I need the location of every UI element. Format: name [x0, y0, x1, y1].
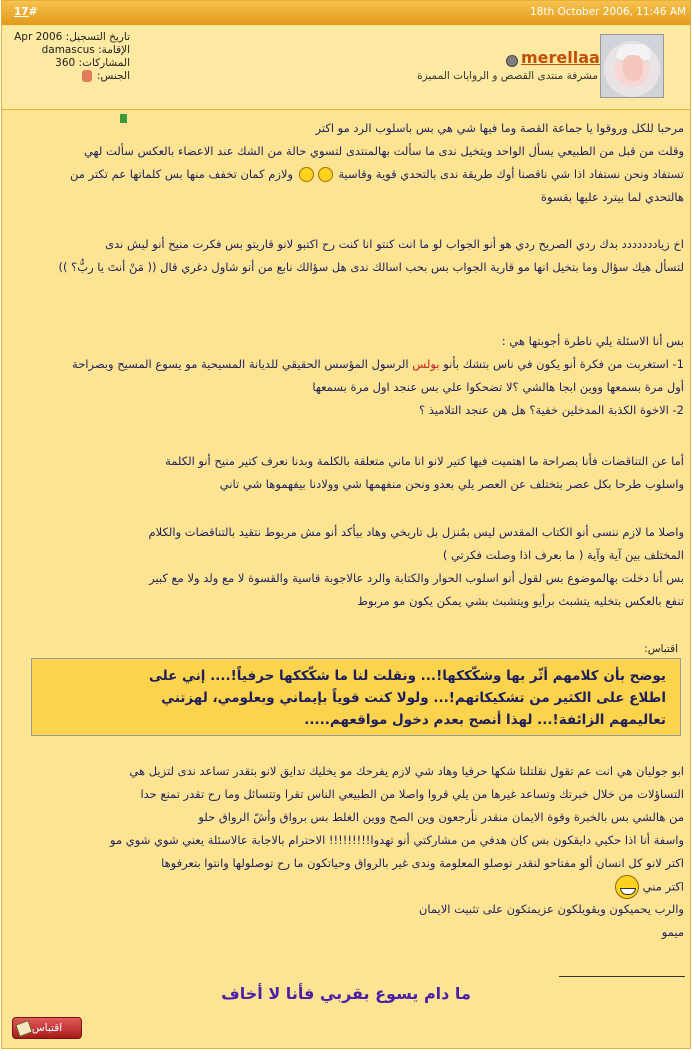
- text-line: أما عن التناقضات فأنا بصراحة ما اهتميت فيها كتير لانو انا ماني متعلقة بالكلمة وبدنا نعرف كتير منيح أنو الكلمة: [165, 454, 684, 468]
- text-fragment: تستفاد ونحن نستفاد اذا شي ناقصنا أوك طريقة ندى بالتحدي قوية وقاسية: [338, 167, 684, 181]
- text-fragment: الرسول المؤسس الحقيقي للديانة المسيحية مو يسوع المسيح وبصراحة: [72, 357, 409, 371]
- username-link[interactable]: merellaa: [521, 48, 600, 67]
- quote-button[interactable]: [12, 1017, 82, 1039]
- text-line: بس أنا دخلت بهالموضوع بس لقول أنو اسلوب الحوار والكتابة والرد عالاجوبة قاسية والقسوة لا مع ولد ولا مع كبير: [149, 571, 684, 585]
- text-line: ابو جوليان هي انت عم تقول نقلتلنا شكها حرفيا وهاد شي لازم يفرحك مو يخليك تدايق لانو بتقدر تساعد ندى لتزيل هي: [129, 764, 684, 778]
- female-gender-icon: [82, 70, 92, 82]
- text-line: واصلا ما لازم ننسى أنو الكتاب المقدس ليس بمُنزل بل تاريخي وهاد بيأكد أنو مش مربوط نتقيد بالتناقضات والكلام: [148, 525, 684, 539]
- paragraph-2: [8, 233, 684, 279]
- quote-line: يوضح بأن كلامهم أثّر بها وشكّككها!... ونقلت لنا ما شكّككها حرفياً!.... إني على: [148, 668, 666, 684]
- text-fragment: اكتر مني: [642, 879, 684, 894]
- post-number-link[interactable]: 17: [14, 6, 29, 18]
- text-line: واسفة أنا اذا حكيي دايقكون بس كان هدفي من مشاركتي أنو تهدوا!!!!!!!!! الاحترام بالاجابة عالاسئلة يعني شوي شوي مو: [110, 833, 684, 847]
- gender-row: [10, 70, 130, 83]
- post-number[interactable]: [14, 6, 37, 18]
- highlight-name: بولس: [412, 357, 440, 371]
- user-title: مشرفة منتدى القصص و الروايات المميزة: [417, 70, 598, 82]
- text-line: اكتر لانو كل انسان ألو مفتاحو لنقدر نوصلو المعلومة وندى غير بالرواق وحياتكون ما رح توصلولها وانتوا بتعرفوها: [161, 856, 684, 870]
- text-line: والرب يحميكون ويقويلكون عزيمتكون على تثبيت الايمان: [418, 902, 684, 916]
- post-count: المشاركات: 360: [55, 57, 130, 69]
- confused-smiley-icon: [318, 167, 333, 182]
- paragraph-1: [8, 117, 684, 209]
- text-line: تنفع بالعكس بتخليه يتشبث برأيو ويتشبث بشي يمكن يكون مو مربوط: [357, 594, 684, 608]
- signature: ما دام يسوع بقربي فأنا لا أخاف: [221, 984, 471, 1003]
- quote-text: [36, 665, 666, 731]
- user-stats: [10, 31, 130, 83]
- user-info-bar: [2, 26, 690, 110]
- text-line: أول مرة بسمعها ووين ابجا هالشي ؟لا تضحكوا علي بس عنجد اول مرة بسمعها: [312, 380, 684, 394]
- text-line: التساؤلات من خلال خبرتك وتساعد غيرها من يلي قروا واصلا من الطبيعي الناس تقرا وتتسائل وما رح تقدر تمنع حدا: [140, 787, 684, 801]
- text-line-with-smileys: [8, 163, 684, 186]
- text-line: لتسأل هيك سؤال وما بتخيل انها مو قارية الجواب بس بحب اسالك ندى هل سؤالك نابع من أنو شاول دغري قال (( مَنْ أنتَ يا ربُّ؟ )): [58, 260, 684, 274]
- paragraph-5: [8, 521, 684, 613]
- paragraph-3: [8, 330, 684, 422]
- text-line: ميمو: [661, 925, 684, 939]
- text-line: المختلف بين آية وآية ( ما بعرف اذا وصلت فكرتي ): [442, 548, 684, 562]
- pen-icon: [15, 1020, 33, 1037]
- text-line: [8, 353, 684, 376]
- signature-divider: [559, 976, 685, 977]
- text-fragment: 1- استغربت من فكرة أنو يكون في ناس بتشك بأنو: [443, 357, 684, 371]
- grin-smiley-icon: [615, 875, 639, 899]
- text-line: اخ زياددددددد بدك ردي الصريح ردي هو أنو الجواب لو ما انت كنتو انا كنت رح اكتبو لانو قاريتو بس فكرت منيح أنو ليش ندى: [105, 237, 684, 251]
- post-hash: #: [28, 6, 38, 18]
- gender-label: الجنس:: [97, 70, 130, 82]
- quote-line: تعاليمهم الزائفة!... لهذا أنصح بعدم دخول مواقعهم.....: [304, 712, 666, 728]
- quote-line: اطلاع على الكثير من تشكيكاتهم!... ولولا كنت قوياً بإيماني وبعلومي، لهزتني: [161, 690, 666, 706]
- paragraph-6: [8, 760, 684, 944]
- post-container: [1, 0, 691, 1049]
- text-line: [8, 875, 684, 898]
- text-line: واسلوب طرحا بكل عصر بتختلف عن العصر يلي بعدو ونحن منفهمها شي وولادنا بيفهموها شي تاني: [219, 477, 684, 491]
- registration-date: تاريخ التسجيل: Apr 2006: [14, 31, 130, 43]
- text-line: بس أنا الاسئلة يلي ناطرة أجوبتها هي :: [501, 334, 684, 348]
- offline-status-icon: [506, 55, 518, 67]
- text-line: هالتحدي لما بيترد عليها بقسوة: [540, 190, 684, 204]
- laugh-smiley-icon: [299, 167, 314, 182]
- user-location: الإقامة: damascus: [41, 44, 130, 56]
- text-line: مرحبا للكل وروقوا يا جماعة القصة وما فيها شي هي بس باسلوب الرد مو اكتر: [315, 121, 684, 135]
- quote-box: [31, 658, 681, 736]
- quote-label: اقتباس:: [644, 643, 678, 655]
- text-line: من هالشي بس بالخبرة وقوة الايمان منقدر نأرجعون وين الصح ووين الغلط بس برواق وأشّ الرواق حلو: [198, 810, 684, 824]
- post-date: 18th October 2006, 11:46 AM: [530, 6, 687, 18]
- post-header: [2, 1, 690, 25]
- quote-button-label: اقتباس: [31, 1022, 63, 1034]
- text-line: 2- الاخوة الكذبة المدخلين خفية؟ هل هن عنجد التلاميذ ؟: [418, 403, 684, 417]
- avatar-face: [623, 55, 643, 81]
- avatar: [600, 34, 664, 98]
- text-line: وقلت من قبل من الطبيعي يسأل الواحد ويتخيل ندى ما سألت بهالمنتدى لتسوي حالة من الشك عند الاعضاء بالعكس سألت لهي: [83, 144, 684, 158]
- paragraph-4: [8, 450, 684, 496]
- text-fragment: ولازم كمان تخفف منها بس كلماتها عم تكتر من: [70, 167, 293, 181]
